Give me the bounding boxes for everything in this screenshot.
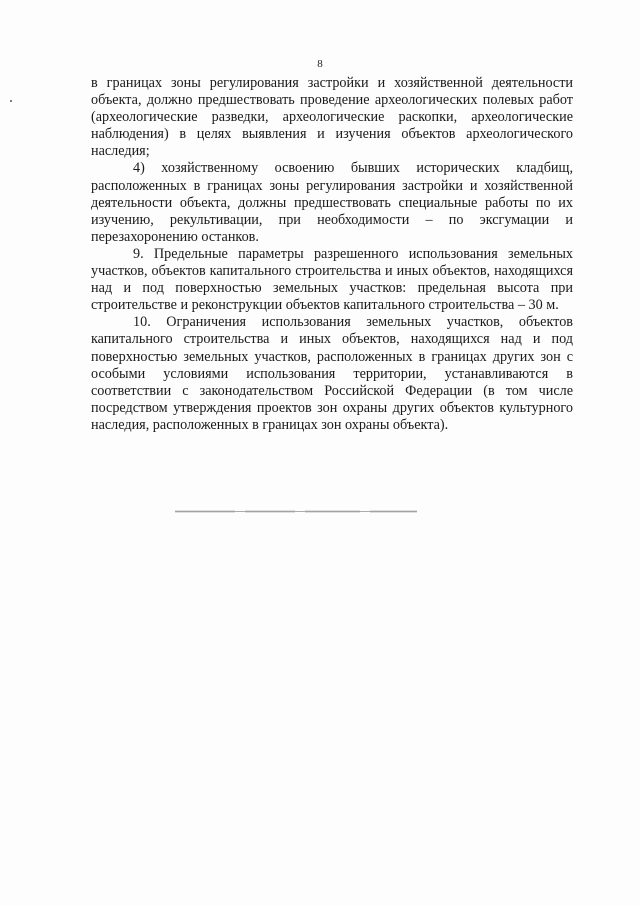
paragraph-item-4: 4) хозяйственному освоению бывших исторических кладбищ, расположенных в границах зоны регулирования застройки и хозяйственной деятельности объекта, должны предшествовать специальные работы по их изучению, рекультивации, при необходимости – по эксгумации и перезахоронению останков. [91,160,573,245]
scan-speck [10,100,12,102]
paragraph-item-9: 9. Предельные параметры разрешенного использования земельных участков, объектов капитального строительства и иных объектов, находящихся над и под поверхностью земельных участков: предельная высота при строительстве и реконструкции объектов капитального строительства – 30 м. [91,245,573,314]
paragraph-continuation: в границах зоны регулирования застройки и хозяйственной деятельности объекта, должно предшествовать проведение археологических полевых работ (археологические разведки, археологические раскопки, археологические наблюдения) в целях выявления и изучения объектов археологического наследия; [91,75,573,160]
page-number: 8 [317,58,323,70]
document-signature-stamp-line [175,510,417,513]
document-body [91,75,573,434]
paragraph-item-10: 10. Ограничения использования земельных участков, объектов капитального строительства и иных объектов, находящихся над и под поверхностью земельных участков, расположенных в границах других зон с особыми условиями использования территории, устанавливаются в соответствии с законодательством Российской Федерации (в том числе посредством утверждения проектов зон охраны других объектов культурного наследия, расположенных в границах зон охраны объекта). [91,314,573,433]
